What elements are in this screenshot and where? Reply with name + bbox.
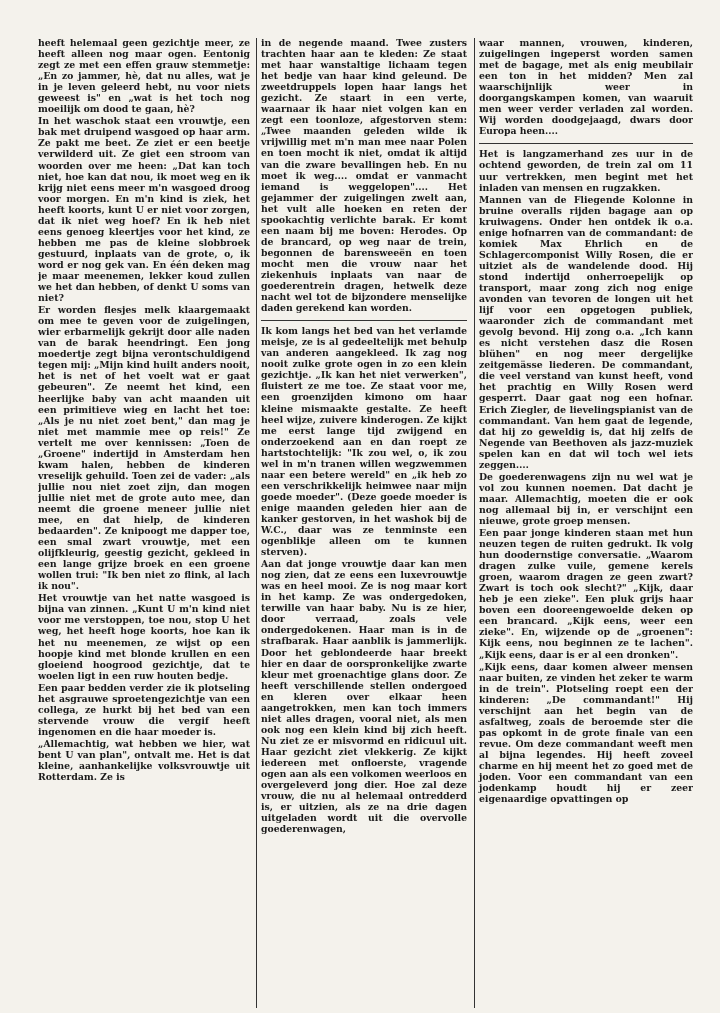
paragraph: „Allemachtig, wat hebben we hier, wat bent U van plan", ontvalt me. Het is dat kleine, aanhankelijke volksvrouwtje uit Rotterdam. Ze is <box>38 738 250 784</box>
paragraph: Het is langzamerhand zes uur in de ochtend geworden, de trein zal om 11 uur vertrekken, men begint met het inladen van mensen en rugzakken. <box>479 149 693 194</box>
paragraph: De goederenwagens zijn nu wel wat je vol zou kunnen noemen. Dat dacht je maar. Allemachtig, moeten die er ook nog allemaal bij in, er verschijnt een nieuwe, grote groep mensen. <box>479 471 693 527</box>
article-column-3 <box>474 38 693 1008</box>
paragraph: Er worden flesjes melk klaargemaakt om mee te geven voor de zuigelingen, wier erbarmelijk gekrijt door alle naden van de barak heendringt. Een jong moedertje zegt bijna verontschuldigend tegen mij: „Mijn kind huilt anders nooit, het is net of het voelt wat er gaat gebeuren". Ze neemt het kind, een heerlijke baby van acht maanden uit een primitieve wieg en lacht het toe: „Als je nu niet zoet bent," dan mag je niet met mammie mee op reis!" Ze vertelt me over kennissen: „Toen de „Groene" indertijd in Amsterdam hen kwam halen, hebben de kinderen vreselijk gehuild. Toen zei de vader: „als jullie nou niet zoet zijn, dan mogen jullie niet met de grote auto mee, dan neemt die groene meneer jullie niet mee, en dat hielp, de kinderen bedaarden". Ze knipoogt me dapper toe, een smal zwart vrouwtje, met een olijfkleurig, geestig gezicht, gekleed in een lange grijze broek en een groene wollen trui: "Ik ben niet zo flink, al lach ik nou". <box>38 305 250 593</box>
paragraph: Een paar bedden verder zie ik plotseling het asgrauwe sproetengezichtje van een collega, ze hurkt bij het bed van een stervende vrouw die vergif heeft ingenomen en die haar moeder is. <box>38 682 250 738</box>
article-column-1 <box>38 38 250 1008</box>
section-divider <box>261 320 467 321</box>
article-column-2 <box>256 38 467 1008</box>
paragraph: Aan dat jonge vrouwtje daar kan men nog zien, dat ze eens een luxevrouwtje was en heel mooi. Ze is nog maar kort in het kamp. Ze was ondergedoken, terwille van haar baby. Nu is ze hier, door verraad, zoals vele ondergedokenen. Haar man is in de strafbarak. Haar aanblik is jammerlijk. Door het geblondeerde haar breekt hier en daar de oorspronkelijke zwarte kleur met groenachtige glans door. Ze heeft verschillende stellen ondergoed en kleren over elkaar heen aangetrokken, men kan toch immers niet alles dragen, vooral niet, als men ook nog een klein kind bij zich heeft. Nu ziet ze er misvormd en ridicuul uit. Haar gezicht ziet vlekkerig. Ze kijkt iedereen met onfloerste, vragende ogen aan als een volkomen weerloos en overgeleverd jong dier. Hoe zal deze vrouw, die nu al helemaal ontredderd is, er uitzien, als ze na drie dagen uitgeladen wordt uit die overvolle goederenwagen, <box>261 559 467 836</box>
section-divider <box>479 143 693 144</box>
paragraph: Ik kom langs het bed van het verlamde meisje, ze is al gedeeltelijk met behulp van anderen aangekleed. Ik zag nog nooit zulke grote ogen in zo een klein gezichtje. „Ik kan het niet verwerken", fluistert ze me toe. Ze staat voor me, een groenzijden kimono om haar kleine mismaakte gestalte. Ze heeft heel wijze, zuivere kinderogen. Ze kijkt me eerst lange tijd zwijgend en onderzoekend aan en dan roept ze hartstochtelijk: "Ik zou wel, o, ik zou wel in m'n tranen willen wegzwemmen naar een betere wereld" en „ik heb zo een verschrikkelijk heimwee naar mijn goede moeder". (Deze goede moeder is enige maanden geleden hier aan de kanker gestorven, in het washok bij de W.C., daar was ze tenminste een ogenblikje alleen om te kunnen sterven). <box>261 326 467 559</box>
paragraph: Het vrouwtje van het natte wasgoed is bijna van zinnen. „Kunt U m'n kind niet voor me verstoppen, toe nou, stop U het weg, het heeft hoge koorts, hoe kan ik het nu meenemen, ze wijst op een hoopje kind met blonde krullen en een gloeiend hoogrood gezichtje, dat te woelen ligt in een ruw houten bedje. <box>38 593 250 682</box>
paragraph: In het waschok staat een vrouwtje, een bak met druipend wasgoed op haar arm. Ze pakt me beet. Ze ziet er een beetje verwilderd uit. Ze giet een stroom van woorden over me heen: „Dat kan toch niet, hoe kan dat nou, ik moet weg en ik krijg niet eens meer m'n wasgoed droog voor morgen. En m'n kind is ziek, het heeft koorts, kunt U er niet voor zorgen, dat ik niet weg hoef? En ik heb niet eens genoeg kleertjes voor het kind, ze hebben me pas de kleine slobbroek gestuurd, inplaats van de grote, o, ik word er nog gek van. En één deken mag je maar meenemen, lekker koud zullen we het dan hebben, of denkt U soms van niet? <box>38 116 250 305</box>
paragraph: „Kijk eens, daar komen alweer mensen naar buiten, ze vinden het zeker te warm in de trein". Plotseling roept een der kinderen: „De commandant!" Hij verschijnt aan het begin van de asfaltweg, zoals de beroemde ster die pas opkomt in de grote finale van een revue. Om deze commandant weeft men al bijna legendes. Hij heeft zoveel charme en hij meent het zo goed met de joden. Voor een commandant van een jodenkamp houdt hij er zeer eigenaardige opvattingen op <box>479 661 693 806</box>
paragraph: waar mannen, vrouwen, kinderen, zuigelingen ingeperst worden samen met de bagage, met als enig meubilair een ton in het midden? Men zal waarschijnlijk weer in doorgangskampen komen, van waaruit men weer verder verladen zal worden. Wij worden doodgejaagd, dwars door Europa heen.... <box>479 38 693 138</box>
paragraph: Mannen van de Fliegende Kolonne in bruine overalls rijden bagage aan op kruiwagens. Onder hen ontdek ik o.a. enige hofnarren van de commandant: de komiek Max Ehrlich en de Schlagercomponist Willy Rosen, die er uitziet als de wandelende dood. Hij stond indertijd onherroepelijk op transport, maar zong zich nog enige avonden van tevoren de longen uit het lijf voor een opgetogen publiek, waaronder zich de commandant met gevolg bevond. Hij zong o.a. „Ich kann es nicht verstehen dasz die Rosen blühen" en nog meer dergelijke zeitgemässe liederen. De commandant, die veel verstand van kunst heeft, vond het prachtig en Willy Rosen werd gesperrt. Daar gaat nog een hofnar. Erich Ziegler, de lievelingspianist van de commandant. Van hem gaat de legende, dat hij zo geweldig is, dat hij zelfs de Negende van Beethoven als jazz-muziek spelen kan en dat wil toch wel iets zeggen.... <box>479 194 693 471</box>
paragraph: heeft helemaal geen gezichtje meer, ze heeft alleen nog maar ogen. Eentonig zegt ze met een effen grauw stemmetje: „En zo jammer, hè, dat nu alles, wat je in je leven geleerd hebt, nu voor niets geweest is" en „wat is het toch nog moeilijk om dood te gaan, hè? <box>38 38 250 116</box>
paragraph: in de negende maand. Twee zusters trachten haar aan te kleden: Ze staat met haar wanstaltige lichaam tegen het bedje van haar kind geleund. De zweetdruppels lopen haar langs het gezicht. Ze staart in een verte, waarnaar ik haar niet volgen kan en zegt een toonloze, afgestorven stem: „Twee maanden geleden wilde ik vrijwillig met m'n man mee naar Polen en toen mocht ik niet, omdat ik altijd van die zware bevallingen heb. En nu moet ik weg.... omdat er vanmacht iemand is weggelopen".... Het gejammer der zuigelingen zwelt aan, het vult alle hoeken en reten der spookachtig verlichte barak. Er komt een naam bij me boven: Herodes. Op de brancard, op weg naar de trein, begonnen de barensweeën en toen mocht men die vrouw naar het ziekenhuis inplaats van naar de goederentrein dragen, hetwelk deze nacht wel tot de bijzondere menselijke daden gerekend kan worden. <box>261 38 467 315</box>
paragraph: Een paar jonge kinderen staan met hun neuzen tegen de ruiten gedrukt. Ik volg hun doodernstige conversatie. „Waarom dragen zulke vuile, gemene kerels groen, waarom dragen ze geen zwart? Zwart is toch ook slecht?" „Kijk, daar heb je een zieke". Een pluk grijs haar boven een dooreengewoelde deken op een brancard. „Kijk eens, weer een zieke". En, wijzende op de „groenen": Kijk eens, nou beginnen ze te lachen". „Kijk eens, daar is er al een dronken". <box>479 528 693 661</box>
